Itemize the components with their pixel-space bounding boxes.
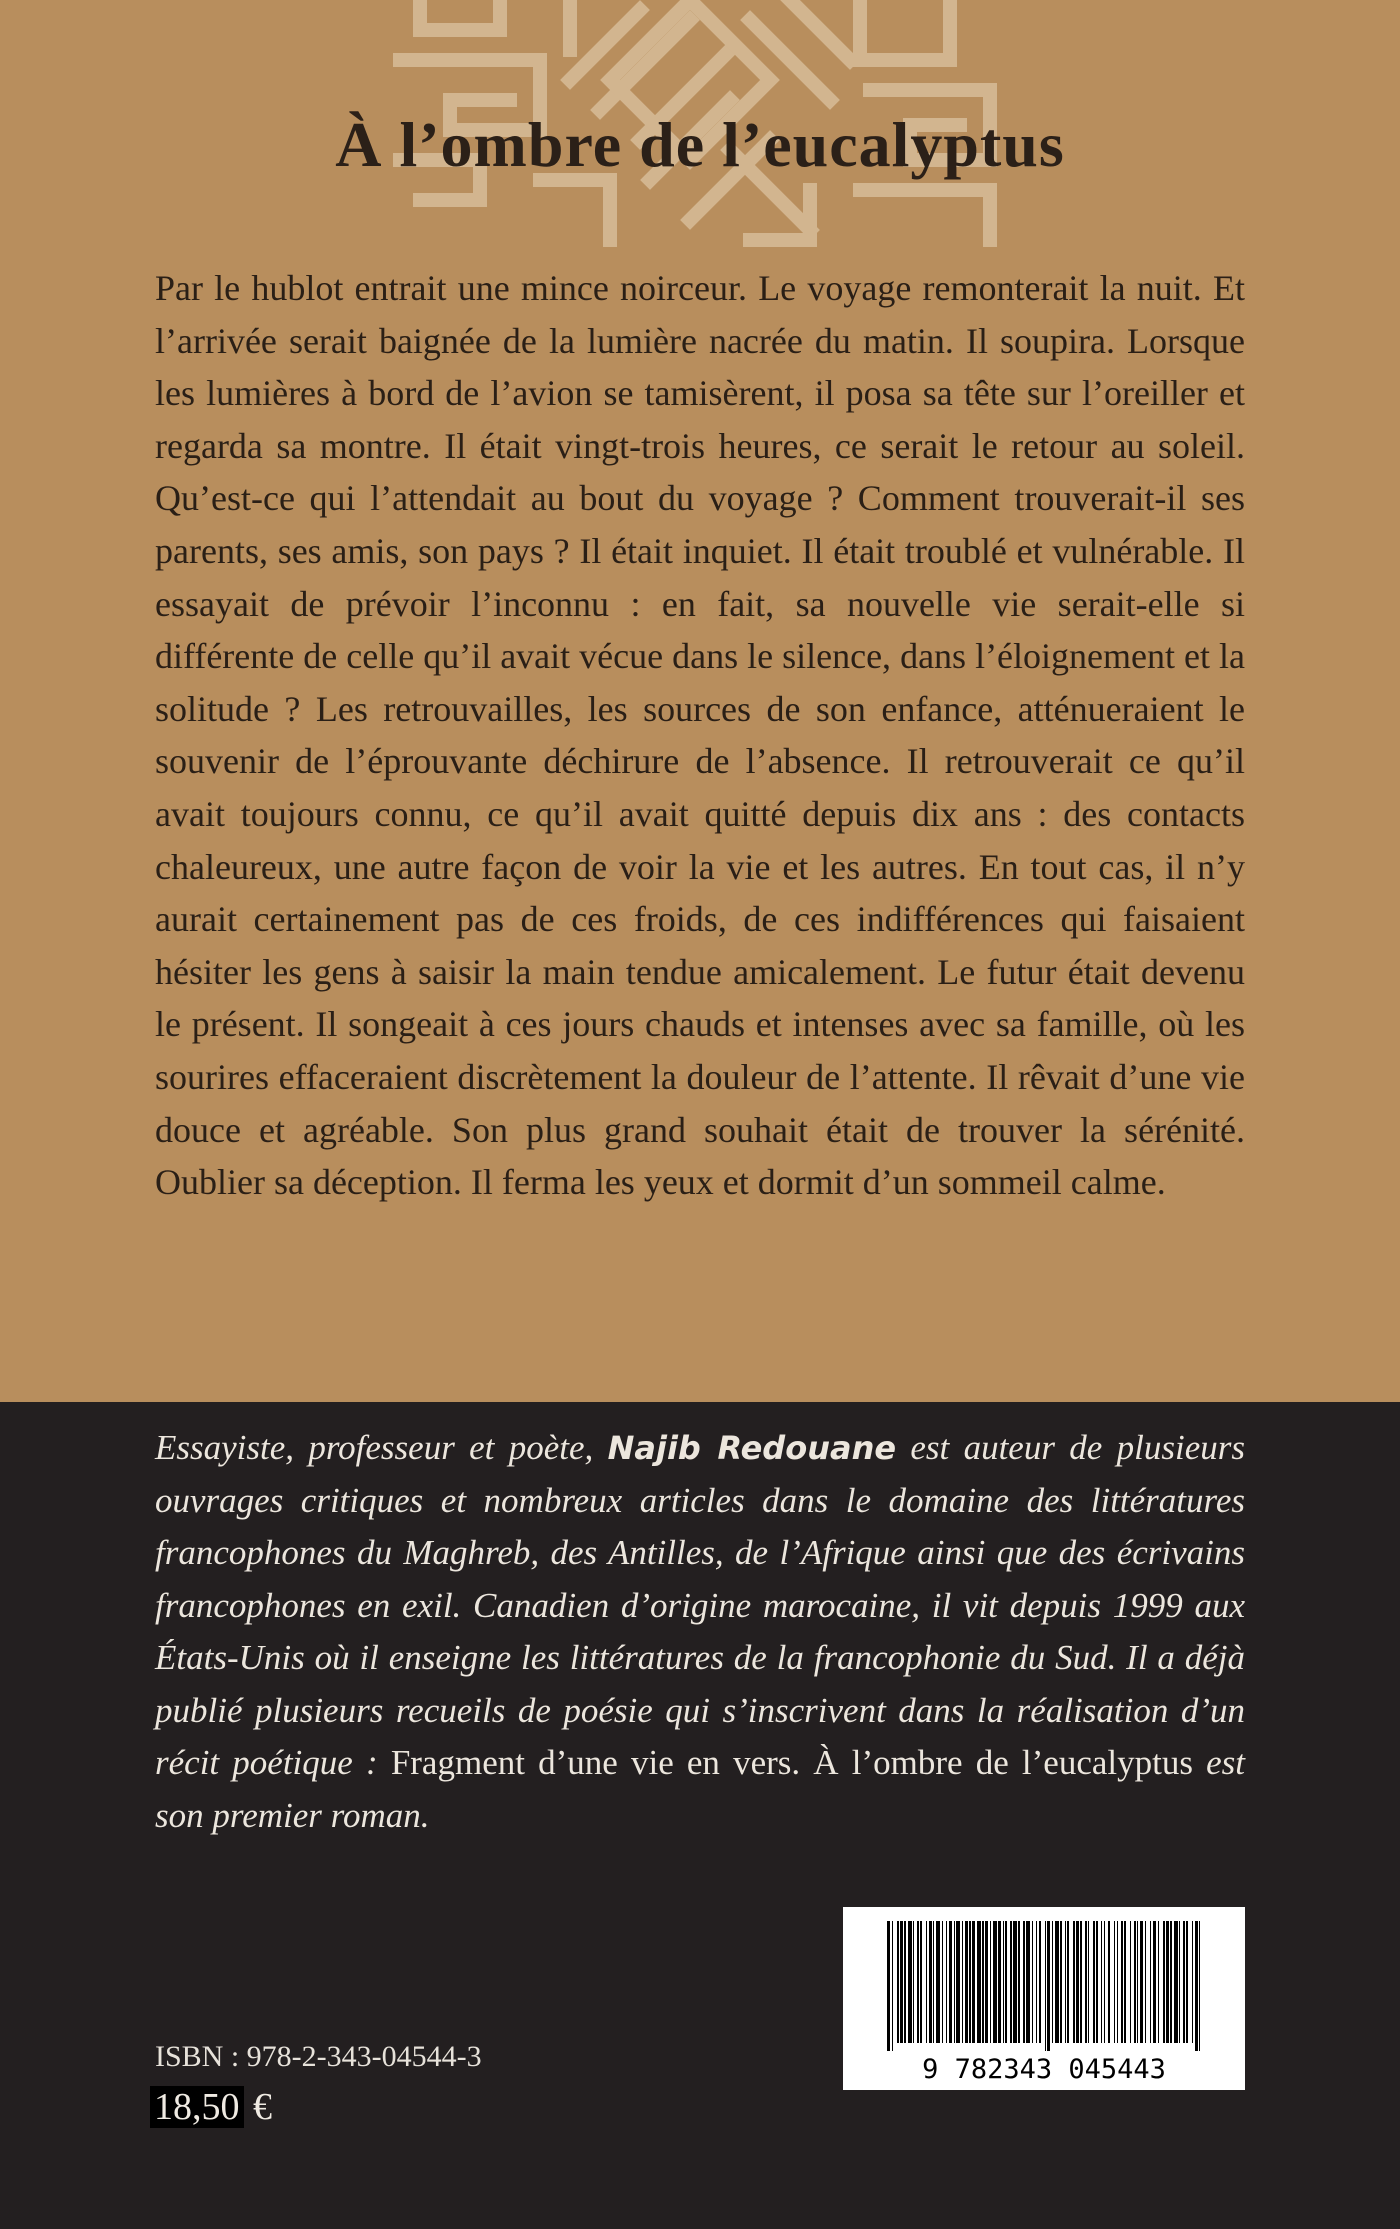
barcode bbox=[843, 1907, 1245, 2090]
barcode-stripe bbox=[1145, 1921, 1146, 2043]
barcode-stripe bbox=[1080, 1921, 1082, 2043]
barcode-stripe bbox=[936, 1921, 940, 2043]
barcode-digits: 9 782343 045443 bbox=[922, 2054, 1166, 2085]
barcode-stripe bbox=[1150, 1921, 1151, 2043]
barcode-stripe bbox=[990, 1921, 991, 2043]
barcode-stripe bbox=[1114, 1921, 1115, 2043]
barcode-stripe bbox=[887, 1921, 890, 2051]
barcode-stripe bbox=[1192, 1921, 1193, 2043]
barcode-stripe bbox=[1005, 1921, 1007, 2043]
barcode-stripe bbox=[1060, 1921, 1062, 2043]
barcode-stripe bbox=[908, 1921, 912, 2043]
barcode-stripe bbox=[1101, 1921, 1102, 2043]
barcode-stripe bbox=[1076, 1921, 1079, 2043]
barcode-stripe bbox=[1199, 1921, 1200, 2051]
barcode-stripe bbox=[1183, 1921, 1185, 2043]
barcode-stripe bbox=[942, 1921, 943, 2043]
barcode-stripe bbox=[1121, 1921, 1123, 2043]
barcode-stripe bbox=[913, 1921, 914, 2043]
barcode-stripe bbox=[1170, 1921, 1172, 2043]
barcode-stripe bbox=[949, 1921, 952, 2043]
barcode-stripe bbox=[917, 1921, 919, 2043]
barcode-stripe bbox=[1195, 1921, 1198, 2051]
barcode-stripe bbox=[1073, 1921, 1075, 2043]
barcode-stripe bbox=[1013, 1921, 1017, 2043]
barcode-stripe bbox=[1039, 1921, 1041, 2043]
barcode-stripe bbox=[1104, 1921, 1105, 2043]
barcode-stripe bbox=[946, 1921, 947, 2043]
barcode-stripe bbox=[977, 1921, 981, 2043]
barcode-stripe bbox=[1067, 1921, 1069, 2043]
barcode-stripe bbox=[985, 1921, 988, 2043]
bio-body: est auteur de plusieurs ouvrages critiques et nombreux articles dans le domaine des littératures francophones du Maghreb, des Antilles, de l’Afrique ainsi que des écrivains francophones en exil. Canadien d’origine marocaine, il vit depuis 1999 aux États-Unis où il enseigne les littératures de la francophonie du Sud. Il a déjà publié plusieurs recueils de poésie qui s’inscrivent dans la réalisation d’un récit poétique : bbox=[155, 1428, 1245, 1782]
barcode-stripe bbox=[1023, 1921, 1025, 2043]
barcode-stripe bbox=[982, 1921, 984, 2043]
barcode-stripe bbox=[1174, 1921, 1178, 2043]
barcode-stripe bbox=[1153, 1921, 1156, 2043]
barcode-stripe bbox=[998, 1921, 1001, 2043]
barcode-stripe bbox=[1065, 1921, 1066, 2043]
bio-intro: Essayiste, professeur et poète, bbox=[155, 1428, 608, 1467]
barcode-stripe bbox=[956, 1921, 960, 2043]
barcode-stripe bbox=[933, 1921, 934, 2043]
barcode-stripe bbox=[1179, 1921, 1180, 2043]
barcode-stripe bbox=[1124, 1921, 1126, 2043]
barcode-stripe bbox=[900, 1921, 903, 2043]
barcode-stripe bbox=[1052, 1921, 1053, 2043]
barcode-stripe bbox=[969, 1921, 971, 2043]
barcode-stripe bbox=[1018, 1921, 1020, 2043]
barcode-stripe bbox=[1088, 1921, 1089, 2043]
book-title: À l’ombre de l’eucalyptus bbox=[335, 109, 1065, 180]
price-amount: 18,50 bbox=[150, 2086, 244, 2128]
barcode-stripe bbox=[1010, 1921, 1012, 2043]
barcode-icon bbox=[843, 1907, 1245, 2090]
bio-end: est son premier roman. bbox=[155, 1743, 1245, 1835]
barcode-stripe bbox=[1140, 1921, 1143, 2043]
barcode-stripe bbox=[1108, 1921, 1110, 2043]
barcode-stripe bbox=[1186, 1921, 1188, 2043]
barcode-stripe bbox=[965, 1921, 968, 2043]
barcode-stripe bbox=[1093, 1921, 1095, 2043]
barcode-stripe bbox=[1137, 1921, 1138, 2043]
bio-works: Fragment d’une vie en vers. À l’ombre de l’eucalyptus bbox=[390, 1743, 1193, 1782]
barcode-stripe bbox=[972, 1921, 975, 2043]
barcode-stripe bbox=[1045, 1921, 1046, 2051]
barcode-stripe bbox=[1032, 1921, 1033, 2043]
barcode-stripe bbox=[897, 1921, 899, 2043]
barcode-stripe bbox=[993, 1921, 997, 2043]
barcode-stripe bbox=[962, 1921, 963, 2043]
barcode-stripe bbox=[1036, 1921, 1037, 2043]
barcode-stripe bbox=[929, 1921, 932, 2043]
isbn: ISBN : 978-2-343-04544-3 bbox=[155, 2040, 482, 2073]
barcode-stripe bbox=[1158, 1921, 1159, 2043]
barcode-stripe bbox=[920, 1921, 922, 2043]
price-currency: € bbox=[253, 2086, 272, 2128]
price bbox=[150, 2085, 272, 2129]
barcode-stripe bbox=[1166, 1921, 1169, 2043]
barcode-stripe bbox=[1047, 1921, 1050, 2051]
barcode-stripe bbox=[1026, 1921, 1030, 2043]
author-bio bbox=[155, 1422, 1245, 1842]
barcode-stripe bbox=[892, 1921, 893, 2051]
barcode-stripe bbox=[904, 1921, 906, 2043]
barcode-stripe bbox=[1130, 1921, 1131, 2043]
barcode-stripe bbox=[1096, 1921, 1098, 2043]
barcode-stripe bbox=[1055, 1921, 1059, 2043]
barcode-stripe bbox=[1003, 1921, 1004, 2043]
barcode-stripe bbox=[926, 1921, 927, 2043]
author-name: Najib Redouane bbox=[607, 1429, 897, 1467]
barcode-stripe bbox=[954, 1921, 955, 2043]
book-excerpt: Par le hublot entrait une mince noirceur. Le voyage remonterait la nuit. Et l’arrivée serait baignée de la lumière nacrée du matin. Il soupira. Lorsque les lumières à bord de l’avion se tamisèrent, il posa sa tête sur l’oreiller et regarda sa montre. Il était vingt-trois heures, ce serait le retour au soleil. Qu’est-ce qui l’attendait au bout du voyage ? Comment trouverait-il ses parents, ses amis, son pays ? Il était inquiet. Il était troublé et vulnérable. Il essayait de prévoir l’inconnu : en fait, sa nouvelle vie serait-elle si différente de celle qu’il avait vécue dans le silence, dans l’éloignement et la solitude ? Les retrouvailles, les sources de son enfance, atténueraient le souvenir de l’éprouvante déchirure de l’absence. Il retrouverait ce qu’il avait toujours connu, ce qu’il avait quitté depuis dix ans : des contacts chaleureux, une autre façon de voir la vie et les autres. En tout cas, il n’y aurait certainement pas de ces froids, de ces indifférences qui faisaient hésiter les gens à saisir la main tendue amicalement. Le futur était devenu le présent. Il songeait à ces jours chauds et intenses avec sa famille, où les sourires effaceraient discrètement la douleur de l’attente. Il rêvait d’une vie douce et agréable. Son plus grand souhait était de trouver la sérénité. Oublier sa déception. Il ferma les yeux et dormit d’un sommeil calme. bbox=[155, 268, 1245, 1203]
barcode-stripe bbox=[1134, 1921, 1136, 2043]
barcode-stripe bbox=[1085, 1921, 1087, 2043]
barcode-stripe bbox=[1163, 1921, 1165, 2043]
barcode-stripe bbox=[1117, 1921, 1118, 2043]
